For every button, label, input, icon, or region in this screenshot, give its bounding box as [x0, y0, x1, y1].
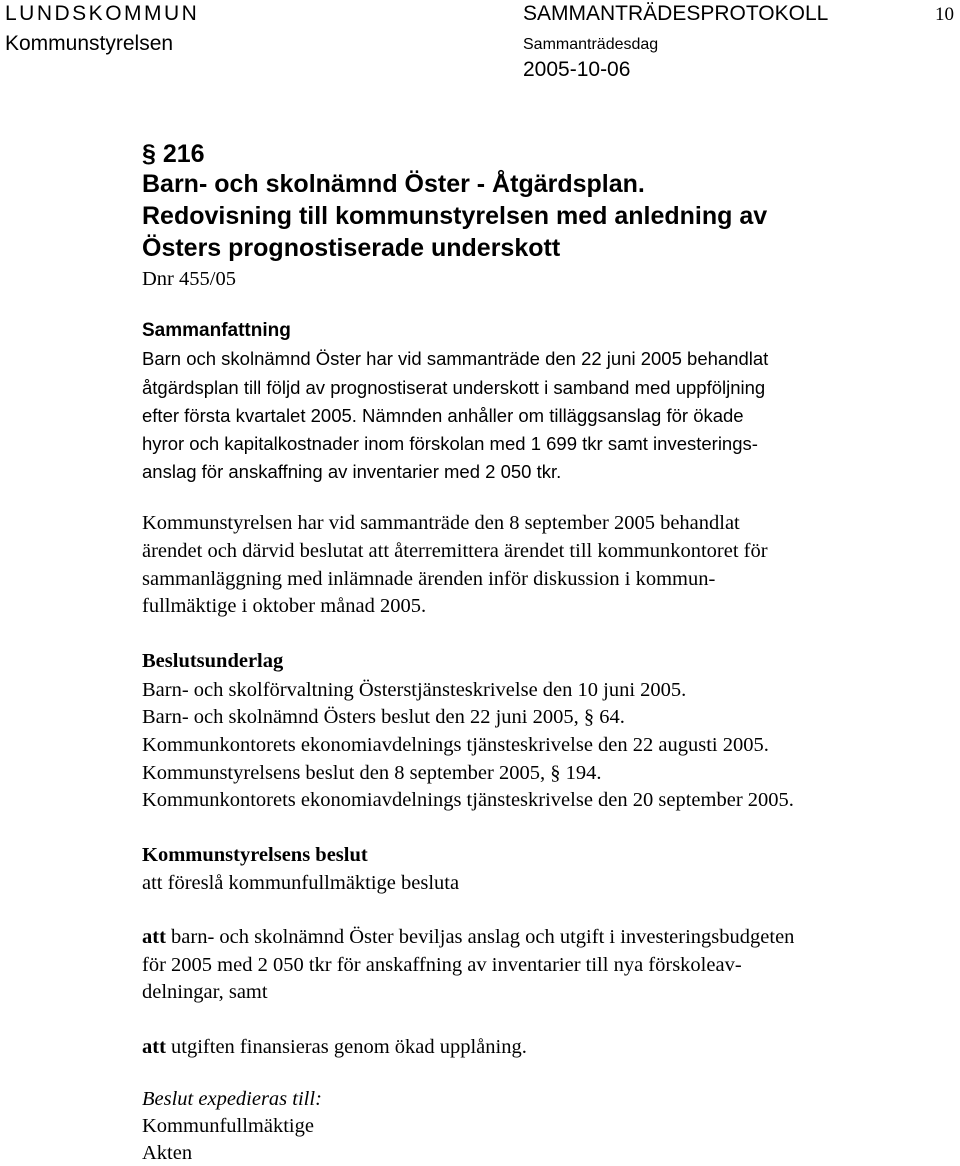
att-keyword: att — [142, 1036, 166, 1058]
decision-heading: Kommunstyrelsens beslut — [142, 844, 368, 866]
decision-item-1-cont: delningar, samt — [142, 981, 268, 1003]
organization-name: LUNDSKOMMUN — [5, 2, 200, 25]
decision-intro: att föreslå kommunfullmäktige besluta — [142, 872, 460, 894]
ks-paragraph-line: fullmäktige i oktober månad 2005. — [142, 595, 427, 617]
ks-paragraph-line: Kommunstyrelsen har vid sammanträde den 8 september 2005 behandlat — [142, 512, 740, 534]
basis-item: Barn- och skolförvaltning Österstjänsteskrivelse den 10 juni 2005. — [142, 679, 687, 701]
section-title-line: Redovisning till kommunstyrelsen med anledning av — [142, 202, 768, 230]
dispatch-recipient: Akten — [142, 1142, 193, 1164]
basis-item: Barn- och skolnämnd Östers beslut den 22 juni 2005, § 64. — [142, 706, 625, 728]
ks-paragraph-line: sammanläggning med inlämnade ärenden inför diskussion i kommun- — [142, 568, 716, 590]
summary-line: Barn och skolnämnd Öster har vid sammanträde den 22 juni 2005 behandlat — [142, 348, 769, 369]
summary-line: anslag för anskaffning av inventarier med 2 050 tkr. — [142, 461, 562, 482]
meeting-date: 2005-10-06 — [523, 58, 631, 81]
basis-heading: Beslutsunderlag — [142, 650, 284, 672]
summary-line: åtgärdsplan till följd av prognostiserat underskott i samband med uppföljning — [142, 377, 766, 398]
summary-heading: Sammanfattning — [142, 320, 291, 341]
decision-item-1 — [142, 926, 794, 949]
decision-item-1-cont: för 2005 med 2 050 tkr för anskaffning av inventarier till nya förskoleav- — [142, 954, 742, 976]
dnr-reference: Dnr 455/05 — [142, 268, 236, 290]
att-keyword: att — [142, 926, 166, 948]
basis-item: Kommunkontorets ekonomiavdelnings tjänsteskrivelse den 20 september 2005. — [142, 789, 794, 811]
ks-paragraph-line: ärendet och därvid beslutat att återremittera ärendet till kommunkontoret för — [142, 540, 768, 562]
page-number: 10 — [935, 4, 954, 25]
meeting-date-label: Sammanträdesdag — [523, 36, 659, 53]
basis-item: Kommunstyrelsens beslut den 8 september 2005, § 194. — [142, 762, 602, 784]
paragraph-number: § 216 — [142, 140, 205, 168]
section-title-line: Barn- och skolnämnd Öster - Åtgärdsplan. — [142, 170, 645, 198]
decision-item-text: utgiften finansieras genom ökad upplåning. — [165, 1036, 527, 1058]
decision-item-2 — [142, 1036, 527, 1059]
dispatch-recipient: Kommunfullmäktige — [142, 1115, 314, 1137]
summary-line: hyror och kapitalkostnader inom förskolan med 1 699 tkr samt investerings- — [142, 433, 758, 454]
basis-item: Kommunkontorets ekonomiavdelnings tjänsteskrivelse den 22 augusti 2005. — [142, 734, 769, 756]
decision-item-text: barn- och skolnämnd Öster beviljas anslag och utgift i investeringsbudgeten — [165, 926, 795, 948]
protocol-title: SAMMANTRÄDESPROTOKOLL — [523, 2, 829, 25]
body-name: Kommunstyrelsen — [5, 32, 174, 55]
summary-line: efter första kvartalet 2005. Nämnden anhåller om tilläggsanslag för ökade — [142, 405, 744, 426]
dispatch-label: Beslut expedieras till: — [142, 1088, 322, 1110]
section-title-line: Östers prognostiserade underskott — [142, 234, 561, 262]
